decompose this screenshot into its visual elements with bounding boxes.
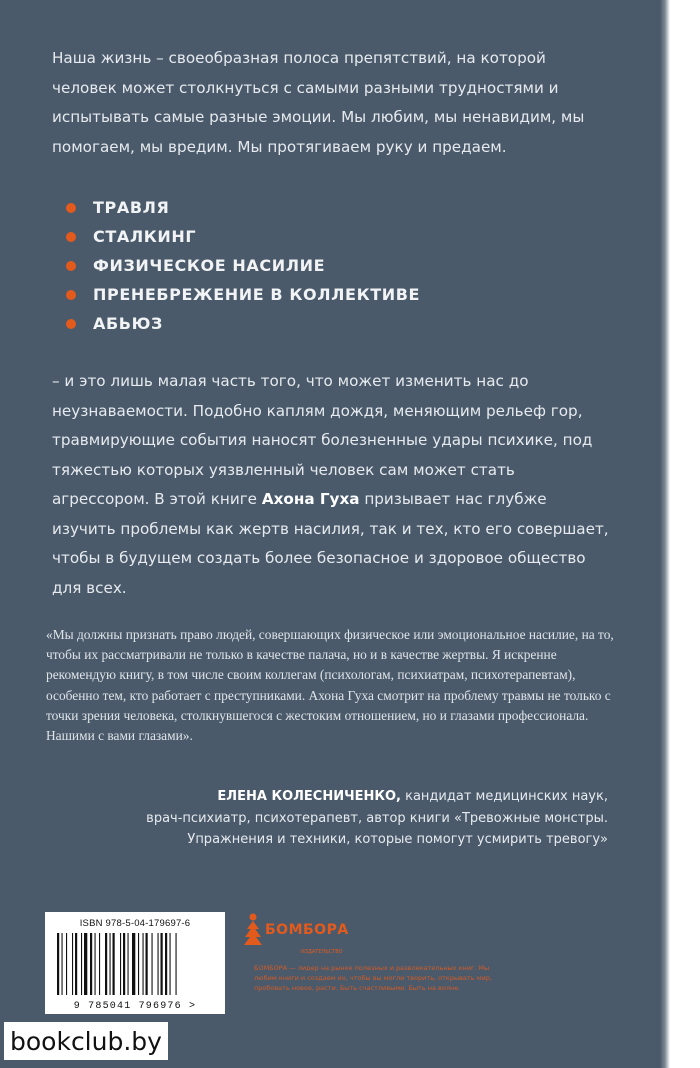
topic-item (66, 280, 420, 309)
publisher-tagline: ИЗДАТЕЛЬСТВО (301, 949, 343, 955)
bombora-tree-icon (243, 912, 263, 948)
description-part-2: призывает нас глубже изучить проблемы как жертв насилия, так и тех, кто его совершает, чтобы в будущем создать более безопасное и здоровое общество для всех. (52, 490, 609, 597)
bullet-dot-icon (66, 232, 76, 242)
topic-item (66, 309, 420, 338)
bullet-dot-icon (66, 203, 76, 213)
topic-item (66, 222, 420, 251)
topic-label: ПРЕНЕБРЕЖЕНИЕ В КОЛЛЕКТИВЕ (93, 285, 421, 304)
reviewer-title: кандидат медицинских наук, (400, 789, 608, 804)
reviewer-credentials: врач-психиатр, психотерапевт, автор книги «Тревожные монстры. (146, 810, 608, 826)
publisher-description: БОМБОРА — лидер на рынке полезных и развлекательных книг. Мы любим книги и создаем их, чтобы вы могли творить, открывать мир, пробовать новое, расти. Быть счастливыми. Быть на волне. (254, 964, 492, 993)
topic-label: СТАЛКИНГ (93, 227, 197, 246)
publisher-name: БОМБОРА (265, 922, 349, 938)
description-paragraph (52, 367, 612, 603)
topic-label: ФИЗИЧЕСКОЕ НАСИЛИЕ (93, 256, 326, 275)
topic-list (66, 193, 420, 338)
publisher-logo (243, 912, 349, 955)
bullet-dot-icon (66, 319, 76, 329)
barcode-block (45, 912, 225, 1014)
reviewer-book: Упражнения и техники, которые помогут усмирить тревогу» (187, 832, 608, 847)
barcode-number: 9 785041 796976 > (73, 1001, 197, 1012)
intro-paragraph: Наша жизнь – своеобразная полоса препятствий, на которой человек может столкнуться с самыми разными трудностями и испытывать самые разные эмоции. Мы любим, мы ненавидим, мы помогаем, мы вредим. Мы протягиваем руку и предаем. (52, 49, 585, 156)
review-quote: «Мы должны признать право людей, совершающих физическое или эмоциональное насилие, на то, чтобы их рассматривали не только в качестве палача, но и в качестве жертвы. Я искренне рекомендую книгу, в том числе своим коллегам (психологам, психиатрам, психотерапевтам), особенно тем, кто работает с преступниками. Ахона Гуха смотрит на проблему травмы не только с точки зрения человека, столкнувшегося с жестоким отношением, но и глазами профессионала. Нашими с вами глазами». (46, 627, 614, 744)
topic-label: ТРАВЛЯ (93, 198, 170, 217)
isbn-label: ISBN 978-5-04-179697-6 (79, 918, 191, 929)
quote-attribution (88, 786, 608, 851)
bullet-dot-icon (66, 261, 76, 271)
watermark-label: bookclub.by (4, 1022, 168, 1060)
bullet-dot-icon (66, 290, 76, 300)
reviewer-name: ЕЛЕНА КОЛЕСНИЧЕНКО, (217, 789, 401, 804)
topic-label: АБЬЮЗ (93, 314, 163, 333)
barcode-icon (53, 933, 217, 995)
description-part-1: – и это лишь малая часть того, что может изменить нас до неузнаваемости. Подобно каплям дождя, меняющим рельеф гор, травмирующие события наносят болезненные удары психике, под тяжестью которых уязвленный человек сам может стать агрессором. В этой книге (52, 372, 593, 508)
topic-item (66, 193, 420, 222)
topic-item (66, 251, 420, 280)
author-name: Ахона Гуха (261, 490, 360, 508)
